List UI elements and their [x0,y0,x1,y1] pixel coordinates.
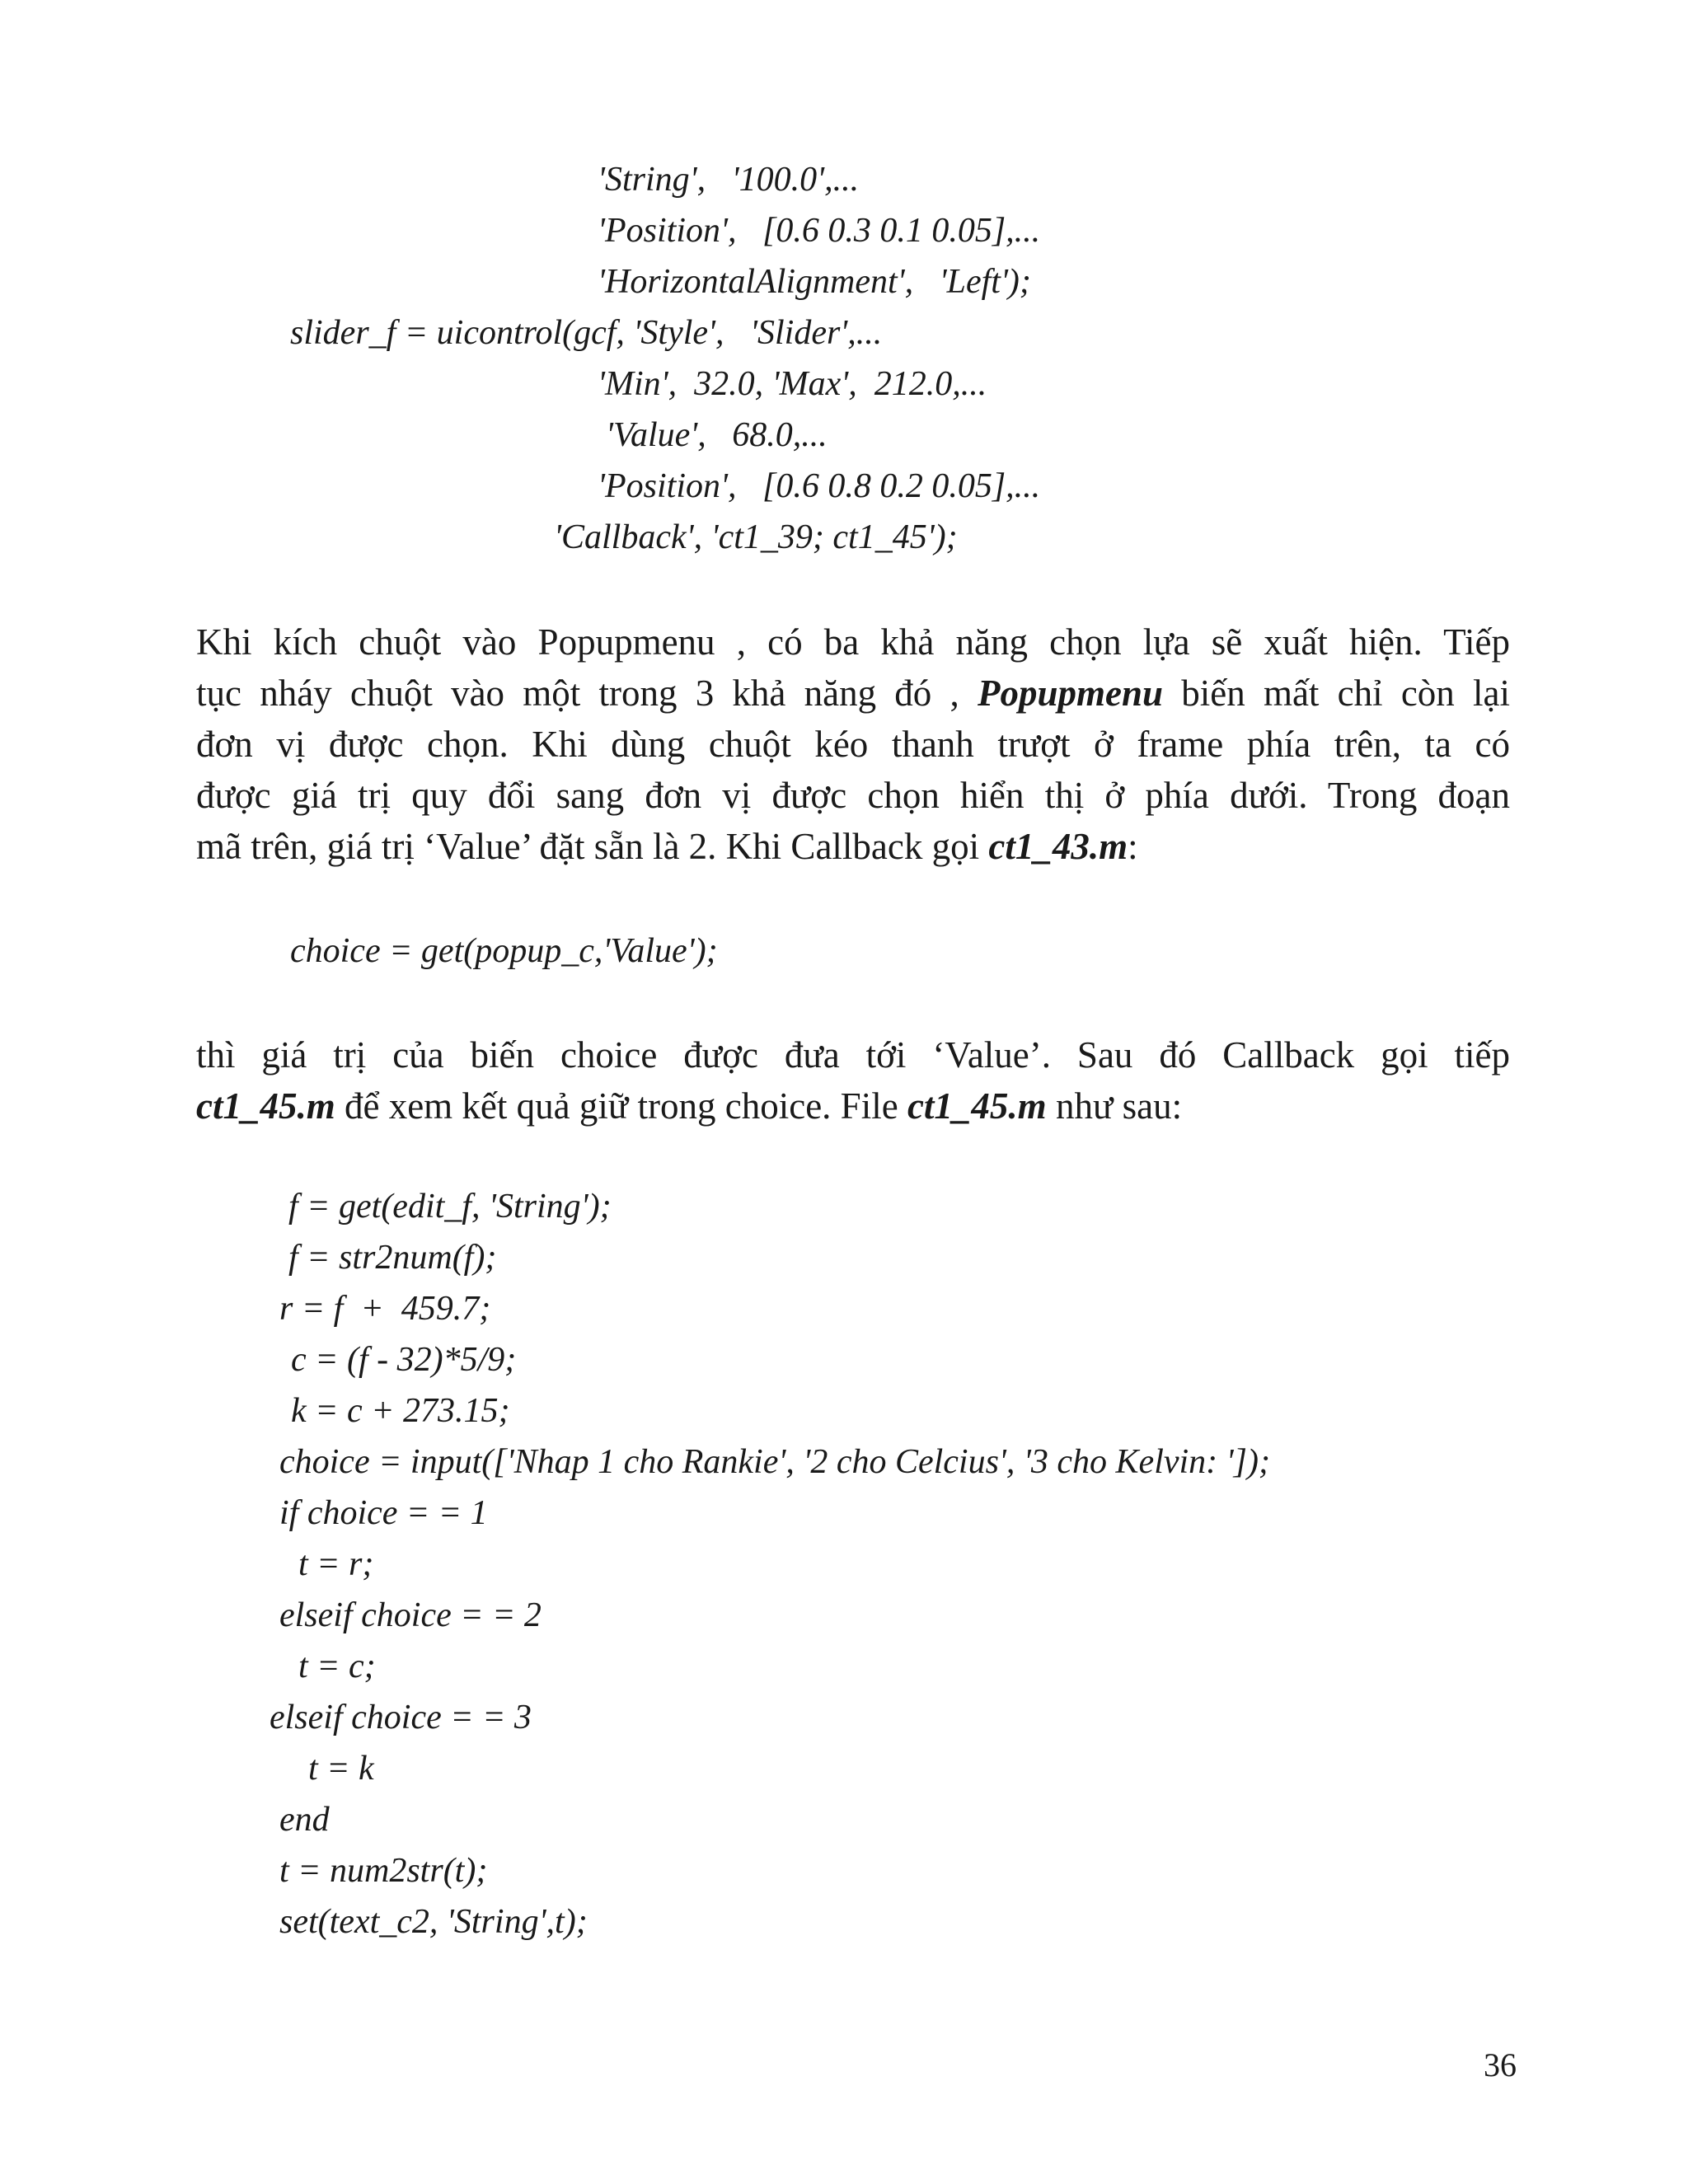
code-line: 'Callback', 'ct1_39; ct1_45'); [554,518,958,556]
code-line: t = num2str(t); [279,1852,488,1890]
code-line: elseif choice = = 3 [270,1699,532,1736]
paragraph-line [196,668,1510,719]
code-line: 'HorizontalAlignment', 'Left'); [598,263,1031,301]
code-line: slider_f = uicontrol(gcf, 'Style', 'Slider',... [290,314,883,352]
code-line: k = c + 273.15; [291,1392,510,1430]
page-number: 36 [1484,2046,1517,2083]
paragraph-text: như sau: [1046,1085,1183,1127]
code-line: r = f + 459.7; [279,1290,491,1328]
paragraph-text: để xem kết quả giữ trong choice. File [335,1085,907,1127]
file-name-ct1-43: ct1_43.m [988,826,1128,867]
code-line: f = str2num(f); [288,1239,497,1277]
code-line: t = c; [298,1647,376,1685]
code-line: if choice = = 1 [279,1494,488,1532]
paragraph-text: : [1128,826,1138,867]
paragraph-line: thì giá trị của biến choice được đưa tới ‘Value’. Sau đó Callback gọi tiếp [196,1034,1510,1076]
paragraph-line: được giá trị quy đổi sang đơn vị được chọn hiển thị ở phía dưới. Trong đoạn [196,775,1510,816]
code-line: 'String', '100.0',... [598,161,860,199]
paragraph-line [196,821,1510,872]
code-line-choice: choice = get(popup_c,'Value'); [290,932,718,970]
paragraph-popupmenu [196,616,1510,872]
file-name-ct1-45: ct1_45.m [907,1085,1047,1127]
code-line: set(text_c2, 'String',t); [279,1903,588,1941]
paragraph-line: đơn vị được chọn. Khi dùng chuột kéo thanh trượt ở frame phía trên, ta có [196,724,1510,765]
code-line: elseif choice = = 2 [279,1596,542,1634]
popupmenu-term: Popupmenu [977,673,1164,714]
code-line: c = (f - 32)*5/9; [291,1341,517,1379]
code-line: f = get(edit_f, 'String'); [288,1188,612,1226]
paragraph-text: mã trên, giá trị ‘Value’ đặt sẵn là 2. Khi Callback gọi [196,826,980,867]
paragraph-line: Khi kích chuột vào Popupmenu , có ba khả năng chọn lựa sẽ xuất hiện. Tiếp [196,621,1510,663]
code-line: t = k [308,1750,374,1788]
code-line: 'Value', 68.0,... [606,416,828,454]
code-line: choice = input(['Nhap 1 cho Rankie', '2 cho Celcius', '3 cho Kelvin: ']); [279,1443,1270,1481]
paragraph-line [196,1080,1510,1132]
code-line: t = r; [298,1545,374,1583]
code-line: 'Position', [0.6 0.3 0.1 0.05],... [598,212,1041,250]
file-name-ct1-45: ct1_45.m [196,1085,335,1127]
code-line: 'Position', [0.6 0.8 0.2 0.05],... [598,467,1041,505]
code-line: 'Min', 32.0, 'Max', 212.0,... [598,365,987,403]
paragraph-text: tục nháy chuột vào một trong 3 khả năng đó , [196,673,959,714]
paragraph-callback [196,1029,1510,1132]
paragraph-text: biến mất chỉ còn lại [1181,673,1510,714]
code-line: end [279,1801,330,1839]
